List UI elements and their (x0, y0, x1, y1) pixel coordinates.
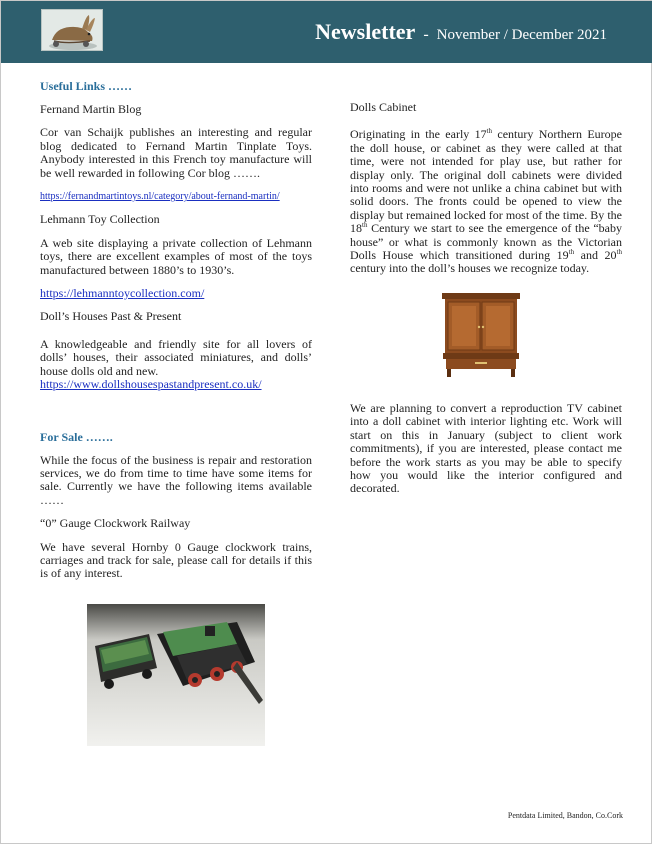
header-banner (1, 1, 652, 63)
left-column (40, 79, 312, 581)
cabinet-plan-text: We are planning to convert a reproduction TV cabinet into a doll cabinet with interior lighting etc. Work will start on this in January (subject to client work commitments), if you are interested, please contact me before the work starts as you may be able to specify how you would like the interior configured and decorated. (350, 400, 622, 496)
title-text: Newsletter (315, 19, 416, 44)
for-sale-heading: For Sale ……. (40, 429, 113, 444)
tv-cabinet-photo (439, 291, 523, 379)
history-text-2: century Northern Europe the doll house, or cabinet as they were called at that time, were not intended for play use, but rather for display only. The original doll cabinets were divided into rooms and were not unlike a china cabinet but with solid doors. The fronts could be opened to view the display but remained locked for most of the time. By the 18 (350, 127, 622, 236)
history-sup-2: th (362, 221, 368, 230)
history-sup-3: th (568, 248, 575, 257)
railway-text: We have several Hornby 0 Gauge clockwork trains, carriages and track for sale, please call for details if this is of any interest. (40, 539, 312, 581)
issue-date: November / December 2021 (436, 27, 607, 43)
lehmann-link[interactable]: https://lehmanntoycollection.com/ (40, 286, 205, 301)
fernand-martin-text: Cor van Schaijk publishes an interesting and regular blog dedicated to Fernand Martin Tinplate Toys. Anybody interested in this French toy manufacture will be well rewarded in following Cor blog ……. (40, 125, 312, 180)
dolls-houses-text: A knowledgeable and friendly site for all lovers of dolls’ houses, their associated miniatures, and dolls’ house dolls old and new. (40, 336, 312, 378)
dolls-cabinet-history (350, 128, 622, 275)
fernand-martin-link[interactable]: https://fernandmartintoys.nl/category/about-fernand-martin/ (40, 191, 280, 203)
lehmann-title: Lehmann Toy Collection (40, 212, 160, 227)
history-sup-4: th (616, 248, 623, 257)
history-text-1: Originating in the early 17 (350, 127, 487, 142)
for-sale-text: While the focus of the business is repair and restoration services, we do from time to time have some items for sale. Currently we have the following items available …… (40, 452, 312, 507)
dolls-houses-link[interactable]: https://www.dollshousespastandpresent.co.uk/ (40, 377, 262, 392)
history-text-5: century into the doll’s houses we recognize today. (350, 261, 590, 276)
dolls-houses-title: Doll’s Houses Past & Present (40, 309, 182, 324)
lehmann-text: A web site displaying a private collection of Lehmann toys, there are excellent examples of most of the toys manufactured between 1880’s to 1930’s. (40, 235, 312, 277)
footer-company: Pentdata Limited, Bandon, Co.Cork (507, 811, 623, 820)
history-text-4: and 20 (574, 248, 617, 263)
clockwork-train-photo (87, 604, 265, 746)
useful-links-heading: Useful Links …… (40, 79, 133, 93)
toy-rabbit-logo-icon (41, 9, 103, 51)
title-separator: - (423, 26, 429, 43)
history-sup-1: th (486, 127, 493, 136)
dolls-cabinet-title: Dolls Cabinet (350, 100, 417, 114)
history-text-3: Century we start to see the emergence of the “baby house” or what is commonly known as the Victorian Dolls House which transitioned during 19 (350, 221, 622, 263)
fernand-martin-title: Fernand Martin Blog (40, 102, 142, 116)
newsletter-title (315, 19, 607, 45)
railway-title: “0” Gauge Clockwork Railway (40, 516, 191, 531)
